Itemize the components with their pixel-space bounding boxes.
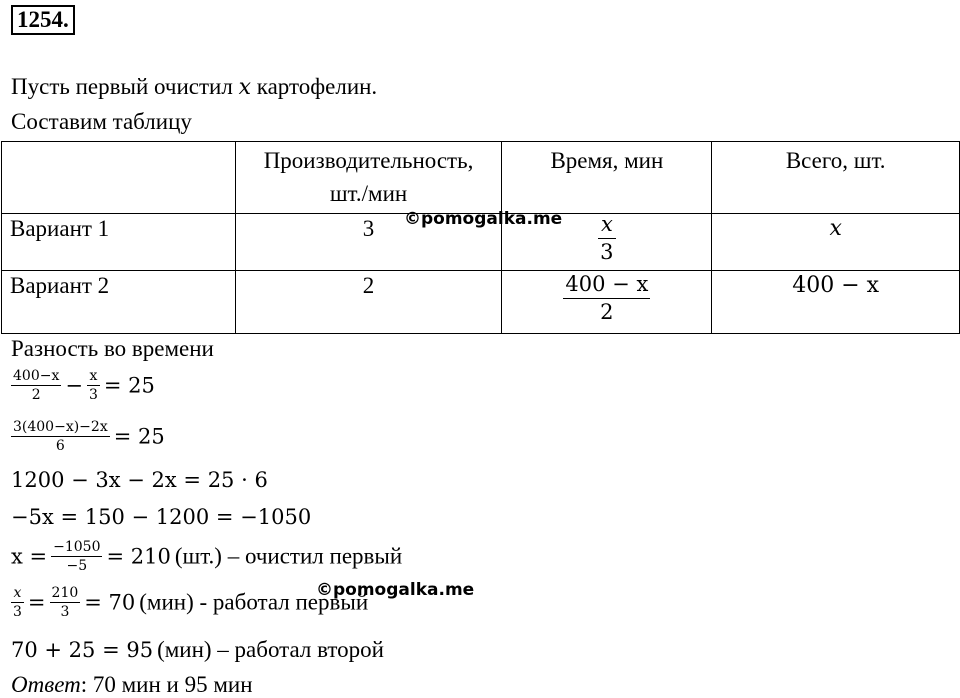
fraction-denominator: 3 xyxy=(88,387,98,403)
fraction-denominator: 2 xyxy=(31,387,41,403)
row-rate: 2 xyxy=(235,271,502,334)
header-rate-label: Производительность, xyxy=(263,148,474,173)
minus-sign: − xyxy=(65,373,83,398)
watermark: ©pomogalka.me xyxy=(404,209,563,229)
fraction xyxy=(11,418,110,455)
answer-line xyxy=(11,672,253,698)
equation-note: (мин) – работал второй xyxy=(157,637,384,662)
equation-4 xyxy=(11,505,311,529)
header-rate-unit: шт./мин xyxy=(329,181,408,206)
table-header-row xyxy=(2,142,960,214)
fraction-numerator: 210 xyxy=(51,585,79,601)
row-rate: 3 xyxy=(235,214,502,271)
row-label: Вариант 1 xyxy=(2,214,236,271)
fraction-denominator: 3 xyxy=(13,604,22,620)
intro-line-1 xyxy=(11,74,377,100)
row-total: 400 − x xyxy=(712,271,960,334)
equation-rest: = 25 xyxy=(103,373,155,398)
fraction-numerator: x xyxy=(11,584,24,603)
fraction-numerator: x xyxy=(87,367,100,386)
header-cell-empty xyxy=(2,142,236,214)
fraction xyxy=(51,538,102,575)
fraction-numerator: −1050 xyxy=(53,539,101,555)
fraction-numerator: 400−x xyxy=(13,368,60,384)
fraction xyxy=(87,367,100,404)
fraction-denominator: −5 xyxy=(66,558,88,574)
equation-6 xyxy=(11,584,368,621)
equation-2 xyxy=(11,418,165,455)
equation-3 xyxy=(11,468,268,492)
answer-text: : 70 мин и 95 мин xyxy=(80,672,253,697)
fraction xyxy=(50,584,81,621)
fraction xyxy=(11,584,24,621)
intro-text-after: картофелин. xyxy=(256,74,378,99)
row-total: x xyxy=(712,214,960,271)
intro-variable: x xyxy=(238,75,251,100)
watermark: ©pomogalka.me xyxy=(316,580,475,600)
fraction-denominator: 3 xyxy=(600,240,614,264)
equation-text: 1200 − 3x − 2x = 25 · 6 xyxy=(11,468,268,492)
header-cell-rate xyxy=(235,142,502,214)
fraction-numerator: x xyxy=(598,211,615,239)
equation-1 xyxy=(11,367,155,404)
intro-line-2: Составим таблицу xyxy=(11,109,192,134)
equals-sign: = xyxy=(27,590,46,615)
data-table xyxy=(1,141,960,334)
fraction-denominator: 3 xyxy=(60,604,70,620)
fraction-denominator: 6 xyxy=(55,438,65,454)
equation-5 xyxy=(11,538,402,575)
answer-label: Ответ xyxy=(11,672,81,697)
fraction-denominator: 2 xyxy=(600,300,614,324)
equation-rest: = 70 xyxy=(84,590,136,615)
equation-note: (мин) - работал первый xyxy=(139,589,369,615)
header-cell-total: Всего, шт. xyxy=(712,142,960,214)
time-fraction xyxy=(598,211,615,266)
table-row xyxy=(2,271,960,334)
header-cell-time: Время, мин xyxy=(502,142,712,214)
equation-note: (шт.) – очистил первый xyxy=(174,543,403,569)
equation-text: −5x = 150 − 1200 = −1050 xyxy=(11,505,312,529)
equation-lhs: x = xyxy=(11,544,48,569)
fraction-numerator: 400 − x xyxy=(563,271,650,299)
problem-number: 1254. xyxy=(11,5,75,35)
equation-7 xyxy=(11,637,384,663)
equation-text: 70 + 25 = 95 xyxy=(11,638,154,662)
row-time xyxy=(502,271,712,334)
time-fraction xyxy=(563,271,650,326)
row-label: Вариант 2 xyxy=(2,271,236,334)
intro-text-before: Пусть первый очистил xyxy=(11,74,233,99)
solution-heading: Разность во времени xyxy=(11,336,214,361)
equation-rest: = 25 xyxy=(113,424,165,449)
fraction-numerator: 3(400−x)−2x xyxy=(13,419,108,435)
equation-rest: = 210 xyxy=(106,544,171,569)
fraction xyxy=(11,367,61,404)
